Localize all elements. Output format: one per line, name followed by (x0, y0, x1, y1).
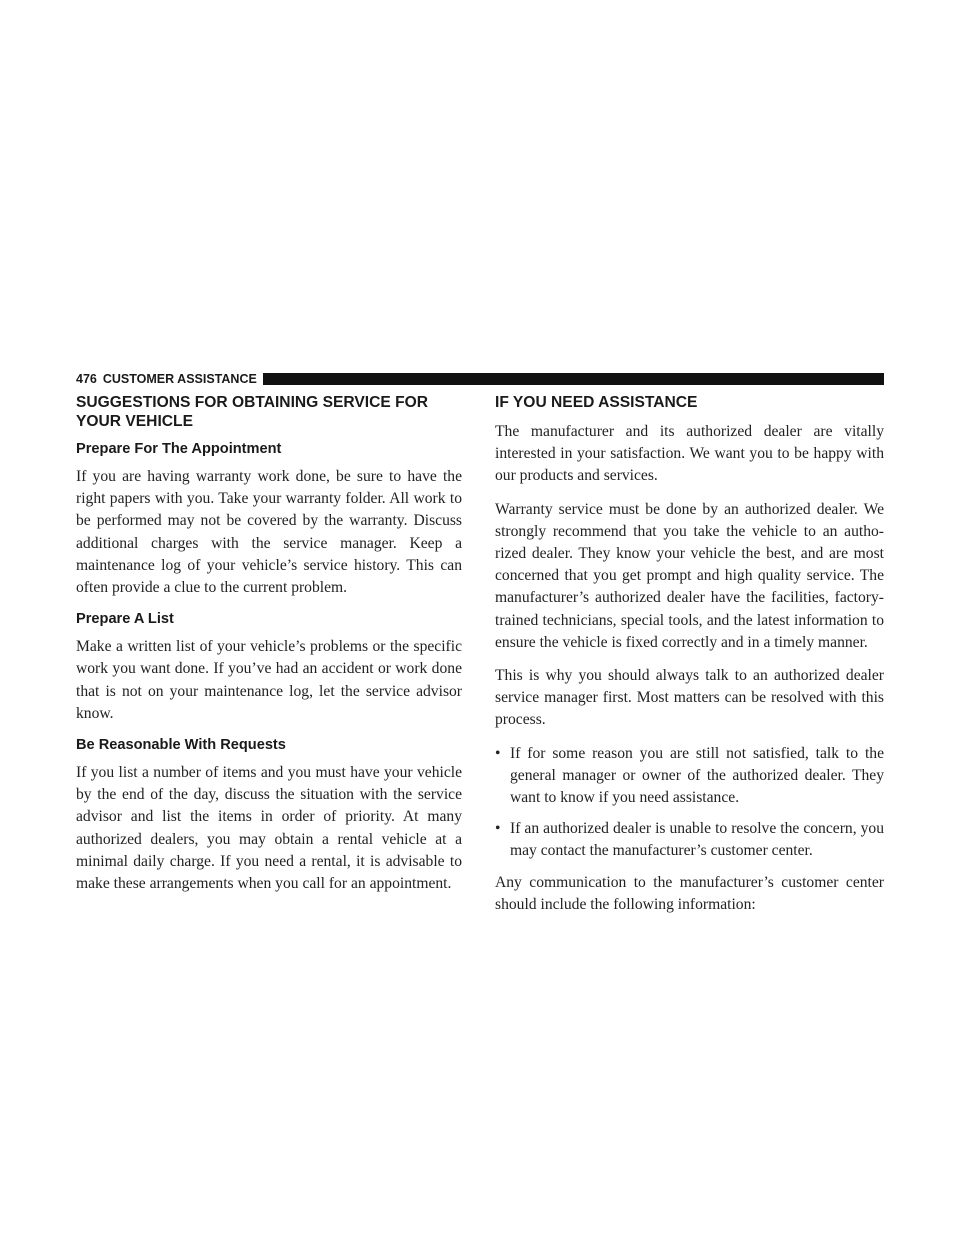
assistance-bullet-list (495, 743, 884, 863)
appointment-paragraph: If you are having warranty work done, be sure to have the right papers with you. Take your warranty folder. All work to be performed may not be covered by the warranty. Discuss additional charges with the service manager. Keep a maintenance log of your vehicle’s service history. This can often provide a clue to the current problem. (76, 468, 462, 597)
left-column (76, 393, 462, 906)
bullet-icon: • (495, 744, 501, 762)
bullet-text: If an authorized dealer is unable to resolve the concern, you may contact the manufacturer’s customer center. (510, 820, 884, 860)
communication-paragraph: Any communication to the manufacturer’s customer center should include the following information: (495, 873, 884, 913)
assistance-heading: IF YOU NEED ASSISTANCE (495, 394, 698, 411)
list-item (495, 743, 884, 810)
service-manager-paragraph: This is why you should always talk to an authorized dealer service manager first. Most matters can be resolved with this process. (495, 667, 884, 729)
list-subheading: Prepare A List (76, 611, 174, 628)
service-suggestions-heading: SUGGESTIONS FOR OBTAINING SERVICE FOR YOUR VEHICLE (76, 394, 429, 430)
page-header (76, 371, 884, 387)
right-column (495, 393, 884, 927)
section-title: CUSTOMER ASSISTANCE (102, 372, 257, 386)
page-number: 476 (76, 372, 97, 386)
requests-paragraph: If you list a number of items and you must have your vehicle by the end of the day, discuss the situation with the service advisor and list the items in order of priority. At many authorized dealers, you may obtain a rental vehicle at a minimal daily charge. If you need a rental, it is advisable to make these arrangements when you call for an appointment. (76, 764, 462, 893)
appointment-subheading: Prepare For The Appointment (76, 441, 282, 457)
list-item (495, 818, 884, 862)
list-paragraph: Make a written list of your vehicle’s problems or the specific work you want done. If you’ve had an accident or work done that is not on your maintenance log, let the service advisor know. (76, 638, 462, 722)
satisfaction-paragraph: The manufacturer and its authorized dealer are vitally interested in your satisfaction. We want you to be happy with our products and services. (495, 423, 884, 485)
warranty-service-paragraph: Warranty service must be done by an authorized dealer. We strongly recommend that you take the vehicle to an autho-rized dealer. They know your vehicle the best, and are most concerned that you get prompt and high quality service. The manufacturer’s authorized dealer have the facilities, factory-trained technicians, special tools, and the latest information to ensure the vehicle is fixed correctly and in a timely manner. (495, 500, 884, 651)
header-rule (263, 373, 884, 385)
requests-subheading: Be Reasonable With Requests (76, 737, 286, 754)
bullet-icon: • (495, 820, 501, 838)
bullet-text: If for some reason you are still not satisfied, talk to the general manager or owner of the authorized dealer. They want to know if you need assistance. (510, 744, 884, 807)
